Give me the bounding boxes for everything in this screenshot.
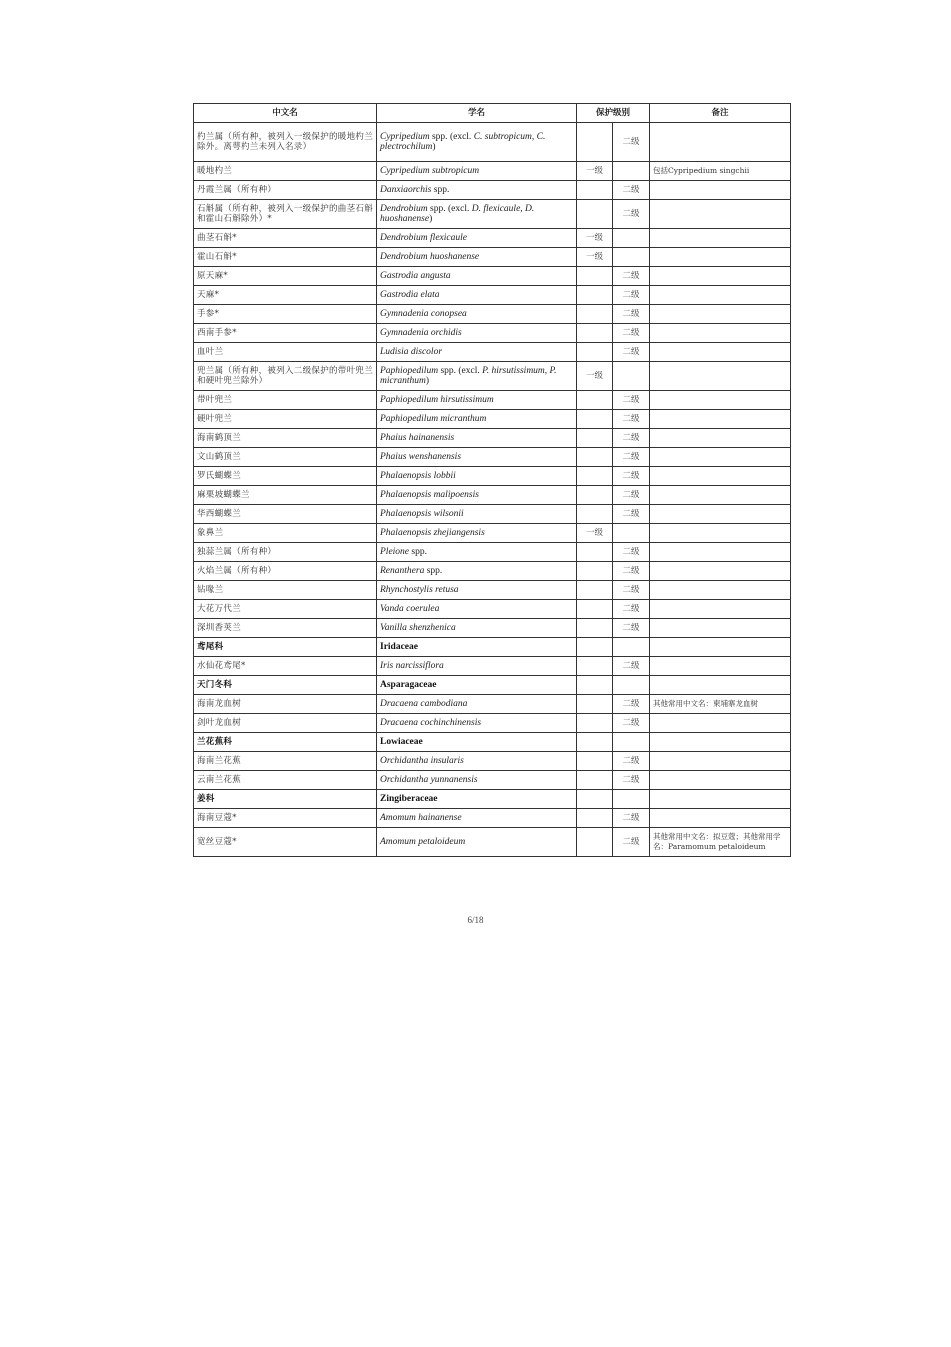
table-row bbox=[194, 429, 791, 448]
scientific-name-cell: Paphiopedilum micranthum bbox=[377, 410, 577, 429]
remarks-cell bbox=[650, 343, 791, 362]
family-row bbox=[194, 733, 791, 752]
remarks-cell bbox=[650, 524, 791, 543]
level-1-cell bbox=[577, 305, 613, 324]
table-row bbox=[194, 123, 791, 162]
level-1-cell bbox=[577, 676, 613, 695]
level-1-cell bbox=[577, 267, 613, 286]
level-1-cell bbox=[577, 695, 613, 714]
scientific-name-cell: Cypripedium spp. (excl. C. subtropicum, C. plectrochilum) bbox=[377, 123, 577, 162]
level-2-cell: 二级 bbox=[613, 448, 650, 467]
remarks-cell bbox=[650, 429, 791, 448]
table-row bbox=[194, 467, 791, 486]
scientific-name-cell: Renanthera spp. bbox=[377, 562, 577, 581]
level-2-cell bbox=[613, 229, 650, 248]
level-2-cell bbox=[613, 638, 650, 657]
level-1-cell bbox=[577, 752, 613, 771]
level-1-cell bbox=[577, 448, 613, 467]
table-row bbox=[194, 286, 791, 305]
remarks-cell bbox=[650, 362, 791, 391]
level-2-cell: 二级 bbox=[613, 714, 650, 733]
chinese-name-cell: 鸢尾科 bbox=[194, 638, 377, 657]
level-1-cell bbox=[577, 657, 613, 676]
chinese-name-cell: 硬叶兜兰 bbox=[194, 410, 377, 429]
remarks-cell bbox=[650, 619, 791, 638]
family-row bbox=[194, 638, 791, 657]
table-row bbox=[194, 267, 791, 286]
level-1-cell bbox=[577, 429, 613, 448]
remarks-cell bbox=[650, 790, 791, 809]
scientific-name-cell: Vanda coerulea bbox=[377, 600, 577, 619]
level-1-cell: 一级 bbox=[577, 229, 613, 248]
level-1-cell bbox=[577, 181, 613, 200]
level-2-cell: 二级 bbox=[613, 752, 650, 771]
chinese-name-cell: 手参* bbox=[194, 305, 377, 324]
family-row bbox=[194, 676, 791, 695]
chinese-name-cell: 西南手参* bbox=[194, 324, 377, 343]
remarks-cell bbox=[650, 391, 791, 410]
level-1-cell bbox=[577, 543, 613, 562]
table-row bbox=[194, 181, 791, 200]
scientific-name-cell: Iris narcissiflora bbox=[377, 657, 577, 676]
scientific-name-cell: Ludisia discolor bbox=[377, 343, 577, 362]
remarks-cell bbox=[650, 305, 791, 324]
chinese-name-cell: 剑叶龙血树 bbox=[194, 714, 377, 733]
level-2-cell: 二级 bbox=[613, 181, 650, 200]
scientific-name-cell: Iridaceae bbox=[377, 638, 577, 657]
table-row bbox=[194, 343, 791, 362]
level-2-cell: 二级 bbox=[613, 505, 650, 524]
level-2-cell: 二级 bbox=[613, 809, 650, 828]
remarks-cell bbox=[650, 562, 791, 581]
level-1-cell bbox=[577, 600, 613, 619]
table-row bbox=[194, 752, 791, 771]
level-1-cell bbox=[577, 562, 613, 581]
scientific-name-cell: Dendrobium huoshanense bbox=[377, 248, 577, 267]
level-2-cell bbox=[613, 676, 650, 695]
level-2-cell: 二级 bbox=[613, 695, 650, 714]
remarks-cell bbox=[650, 324, 791, 343]
chinese-name-cell: 海南龙血树 bbox=[194, 695, 377, 714]
level-1-cell: 一级 bbox=[577, 162, 613, 181]
level-2-cell: 二级 bbox=[613, 619, 650, 638]
remarks-cell bbox=[650, 809, 791, 828]
table-row bbox=[194, 162, 791, 181]
scientific-name-cell: Gastrodia elata bbox=[377, 286, 577, 305]
remarks-cell bbox=[650, 181, 791, 200]
table-row bbox=[194, 828, 791, 857]
scientific-name-cell: Pleione spp. bbox=[377, 543, 577, 562]
table-row bbox=[194, 362, 791, 391]
chinese-name-cell: 麻栗坡蝴蝶兰 bbox=[194, 486, 377, 505]
table-row bbox=[194, 771, 791, 790]
remarks-cell bbox=[650, 229, 791, 248]
level-1-cell bbox=[577, 733, 613, 752]
remarks-cell bbox=[650, 771, 791, 790]
scientific-name-cell: Dendrobium spp. (excl. D. flexicaule, D. huoshanense) bbox=[377, 200, 577, 229]
scientific-name-cell: Phaius wenshanensis bbox=[377, 448, 577, 467]
level-1-cell bbox=[577, 581, 613, 600]
level-2-cell: 二级 bbox=[613, 343, 650, 362]
scientific-name-cell: Orchidantha yunnanensis bbox=[377, 771, 577, 790]
table-row bbox=[194, 695, 791, 714]
table-row bbox=[194, 524, 791, 543]
table-row bbox=[194, 324, 791, 343]
table-row bbox=[194, 448, 791, 467]
table-row bbox=[194, 562, 791, 581]
level-1-cell bbox=[577, 714, 613, 733]
chinese-name-cell: 深圳香荚兰 bbox=[194, 619, 377, 638]
scientific-name-cell: Zingiberaceae bbox=[377, 790, 577, 809]
chinese-name-cell: 海南鹤顶兰 bbox=[194, 429, 377, 448]
chinese-name-cell: 暖地杓兰 bbox=[194, 162, 377, 181]
remarks-cell bbox=[650, 123, 791, 162]
scientific-name-cell: Vanilla shenzhenica bbox=[377, 619, 577, 638]
chinese-name-cell: 原天麻* bbox=[194, 267, 377, 286]
level-1-cell bbox=[577, 324, 613, 343]
level-2-cell: 二级 bbox=[613, 429, 650, 448]
remarks-cell bbox=[650, 752, 791, 771]
remarks-cell bbox=[650, 581, 791, 600]
level-2-cell bbox=[613, 733, 650, 752]
chinese-name-cell: 霍山石斛* bbox=[194, 248, 377, 267]
chinese-name-cell: 石斛属（所有种，被列入一级保护的曲茎石斛和霍山石斛除外）* bbox=[194, 200, 377, 229]
scientific-name-cell: Rhynchostylis retusa bbox=[377, 581, 577, 600]
scientific-name-cell: Cypripedium subtropicum bbox=[377, 162, 577, 181]
chinese-name-cell: 独蒜兰属（所有种） bbox=[194, 543, 377, 562]
scientific-name-cell: Dendrobium flexicaule bbox=[377, 229, 577, 248]
remarks-cell: 其他常用中文名：拟豆蔻；其他常用学名：Paramomum petaloideum bbox=[650, 828, 791, 857]
remarks-cell bbox=[650, 733, 791, 752]
page-number: 6/18 bbox=[467, 915, 484, 925]
level-1-cell bbox=[577, 619, 613, 638]
remarks-cell bbox=[650, 505, 791, 524]
level-2-cell: 二级 bbox=[613, 486, 650, 505]
remarks-cell: 包括Cypripedium singchii bbox=[650, 162, 791, 181]
level-2-cell: 二级 bbox=[613, 657, 650, 676]
level-2-cell bbox=[613, 524, 650, 543]
scientific-name-cell: Amomum petaloideum bbox=[377, 828, 577, 857]
chinese-name-cell: 钻喙兰 bbox=[194, 581, 377, 600]
table-row bbox=[194, 714, 791, 733]
level-2-cell: 二级 bbox=[613, 200, 650, 229]
level-1-cell bbox=[577, 790, 613, 809]
chinese-name-cell: 华西蝴蝶兰 bbox=[194, 505, 377, 524]
table-row bbox=[194, 391, 791, 410]
remarks-cell bbox=[650, 267, 791, 286]
remarks-cell bbox=[650, 714, 791, 733]
level-2-cell: 二级 bbox=[613, 562, 650, 581]
chinese-name-cell: 云南兰花蕉 bbox=[194, 771, 377, 790]
remarks-cell bbox=[650, 657, 791, 676]
remarks-cell: 其他常用中文名：柬埔寨龙血树 bbox=[650, 695, 791, 714]
scientific-name-cell: Asparagaceae bbox=[377, 676, 577, 695]
table-row bbox=[194, 248, 791, 267]
level-2-cell: 二级 bbox=[613, 771, 650, 790]
scientific-name-cell: Paphiopedilum hirsutissimum bbox=[377, 391, 577, 410]
level-1-cell bbox=[577, 410, 613, 429]
remarks-cell bbox=[650, 248, 791, 267]
level-1-cell: 一级 bbox=[577, 248, 613, 267]
chinese-name-cell: 兰花蕉科 bbox=[194, 733, 377, 752]
level-1-cell bbox=[577, 771, 613, 790]
level-2-cell: 二级 bbox=[613, 391, 650, 410]
remarks-cell bbox=[650, 486, 791, 505]
chinese-name-cell: 火焰兰属（所有种） bbox=[194, 562, 377, 581]
level-1-cell bbox=[577, 809, 613, 828]
scientific-name-cell: Phalaenopsis lobbii bbox=[377, 467, 577, 486]
level-1-cell: 一级 bbox=[577, 362, 613, 391]
table-row bbox=[194, 505, 791, 524]
level-2-cell: 二级 bbox=[613, 286, 650, 305]
remarks-cell bbox=[650, 467, 791, 486]
level-1-cell bbox=[577, 828, 613, 857]
level-1-cell bbox=[577, 200, 613, 229]
scientific-name-cell: Phaius hainanensis bbox=[377, 429, 577, 448]
scientific-name-cell: Gastrodia angusta bbox=[377, 267, 577, 286]
table-row bbox=[194, 657, 791, 676]
level-1-cell bbox=[577, 391, 613, 410]
header-remarks: 备注 bbox=[650, 104, 791, 123]
table-row bbox=[194, 581, 791, 600]
level-1-cell bbox=[577, 123, 613, 162]
chinese-name-cell: 带叶兜兰 bbox=[194, 391, 377, 410]
header-protection-level: 保护级别 bbox=[577, 104, 650, 123]
chinese-name-cell: 象鼻兰 bbox=[194, 524, 377, 543]
table-row bbox=[194, 486, 791, 505]
chinese-name-cell: 兜兰属（所有种，被列入二级保护的带叶兜兰和硬叶兜兰除外） bbox=[194, 362, 377, 391]
header-chinese-name: 中文名 bbox=[194, 104, 377, 123]
scientific-name-cell: Paphiopedilum spp. (excl. P. hirsutissimum, P. micranthum) bbox=[377, 362, 577, 391]
table-row bbox=[194, 600, 791, 619]
remarks-cell bbox=[650, 200, 791, 229]
table-row bbox=[194, 619, 791, 638]
table-row bbox=[194, 410, 791, 429]
level-2-cell: 二级 bbox=[613, 324, 650, 343]
scientific-name-cell: Phalaenopsis wilsonii bbox=[377, 505, 577, 524]
table-row bbox=[194, 305, 791, 324]
chinese-name-cell: 海南兰花蕉 bbox=[194, 752, 377, 771]
level-2-cell bbox=[613, 790, 650, 809]
chinese-name-cell: 姜科 bbox=[194, 790, 377, 809]
chinese-name-cell: 文山鹤顶兰 bbox=[194, 448, 377, 467]
chinese-name-cell: 罗氏蝴蝶兰 bbox=[194, 467, 377, 486]
level-2-cell: 二级 bbox=[613, 123, 650, 162]
table-row bbox=[194, 543, 791, 562]
remarks-cell bbox=[650, 676, 791, 695]
level-1-cell bbox=[577, 343, 613, 362]
level-1-cell bbox=[577, 486, 613, 505]
scientific-name-cell: Lowiaceae bbox=[377, 733, 577, 752]
chinese-name-cell: 曲茎石斛* bbox=[194, 229, 377, 248]
scientific-name-cell: Phalaenopsis zhejiangensis bbox=[377, 524, 577, 543]
level-2-cell: 二级 bbox=[613, 467, 650, 486]
family-row bbox=[194, 790, 791, 809]
level-2-cell bbox=[613, 362, 650, 391]
scientific-name-cell: Amomum hainanense bbox=[377, 809, 577, 828]
header-scientific-name: 学名 bbox=[377, 104, 577, 123]
table-header-row bbox=[194, 104, 791, 123]
scientific-name-cell: Gymnadenia orchidis bbox=[377, 324, 577, 343]
chinese-name-cell: 大花万代兰 bbox=[194, 600, 377, 619]
remarks-cell bbox=[650, 286, 791, 305]
scientific-name-cell: Dracaena cambodiana bbox=[377, 695, 577, 714]
scientific-name-cell: Dracaena cochinchinensis bbox=[377, 714, 577, 733]
chinese-name-cell: 海南豆蔻* bbox=[194, 809, 377, 828]
table-row bbox=[194, 229, 791, 248]
level-2-cell: 二级 bbox=[613, 410, 650, 429]
scientific-name-cell: Danxiaorchis spp. bbox=[377, 181, 577, 200]
remarks-cell bbox=[650, 410, 791, 429]
remarks-cell bbox=[650, 638, 791, 657]
scientific-name-cell: Gymnadenia conopsea bbox=[377, 305, 577, 324]
chinese-name-cell: 天门冬科 bbox=[194, 676, 377, 695]
table-row bbox=[194, 809, 791, 828]
remarks-cell bbox=[650, 543, 791, 562]
chinese-name-cell: 血叶兰 bbox=[194, 343, 377, 362]
level-1-cell bbox=[577, 467, 613, 486]
level-2-cell: 二级 bbox=[613, 828, 650, 857]
chinese-name-cell: 杓兰属（所有种，被列入一级保护的暖地杓兰除外。离萼杓兰未列入名录） bbox=[194, 123, 377, 162]
level-2-cell bbox=[613, 248, 650, 267]
level-2-cell: 二级 bbox=[613, 305, 650, 324]
level-1-cell bbox=[577, 638, 613, 657]
species-table bbox=[193, 103, 791, 857]
remarks-cell bbox=[650, 600, 791, 619]
level-2-cell: 二级 bbox=[613, 543, 650, 562]
level-1-cell: 一级 bbox=[577, 524, 613, 543]
scientific-name-cell: Phalaenopsis malipoensis bbox=[377, 486, 577, 505]
chinese-name-cell: 丹霞兰属（所有种） bbox=[194, 181, 377, 200]
level-2-cell bbox=[613, 162, 650, 181]
level-1-cell bbox=[577, 505, 613, 524]
scientific-name-cell: Orchidantha insularis bbox=[377, 752, 577, 771]
chinese-name-cell: 天麻* bbox=[194, 286, 377, 305]
level-2-cell: 二级 bbox=[613, 267, 650, 286]
remarks-cell bbox=[650, 448, 791, 467]
chinese-name-cell: 宽丝豆蔻* bbox=[194, 828, 377, 857]
chinese-name-cell: 水仙花鸢尾* bbox=[194, 657, 377, 676]
table-row bbox=[194, 200, 791, 229]
level-2-cell: 二级 bbox=[613, 600, 650, 619]
level-2-cell: 二级 bbox=[613, 581, 650, 600]
level-1-cell bbox=[577, 286, 613, 305]
